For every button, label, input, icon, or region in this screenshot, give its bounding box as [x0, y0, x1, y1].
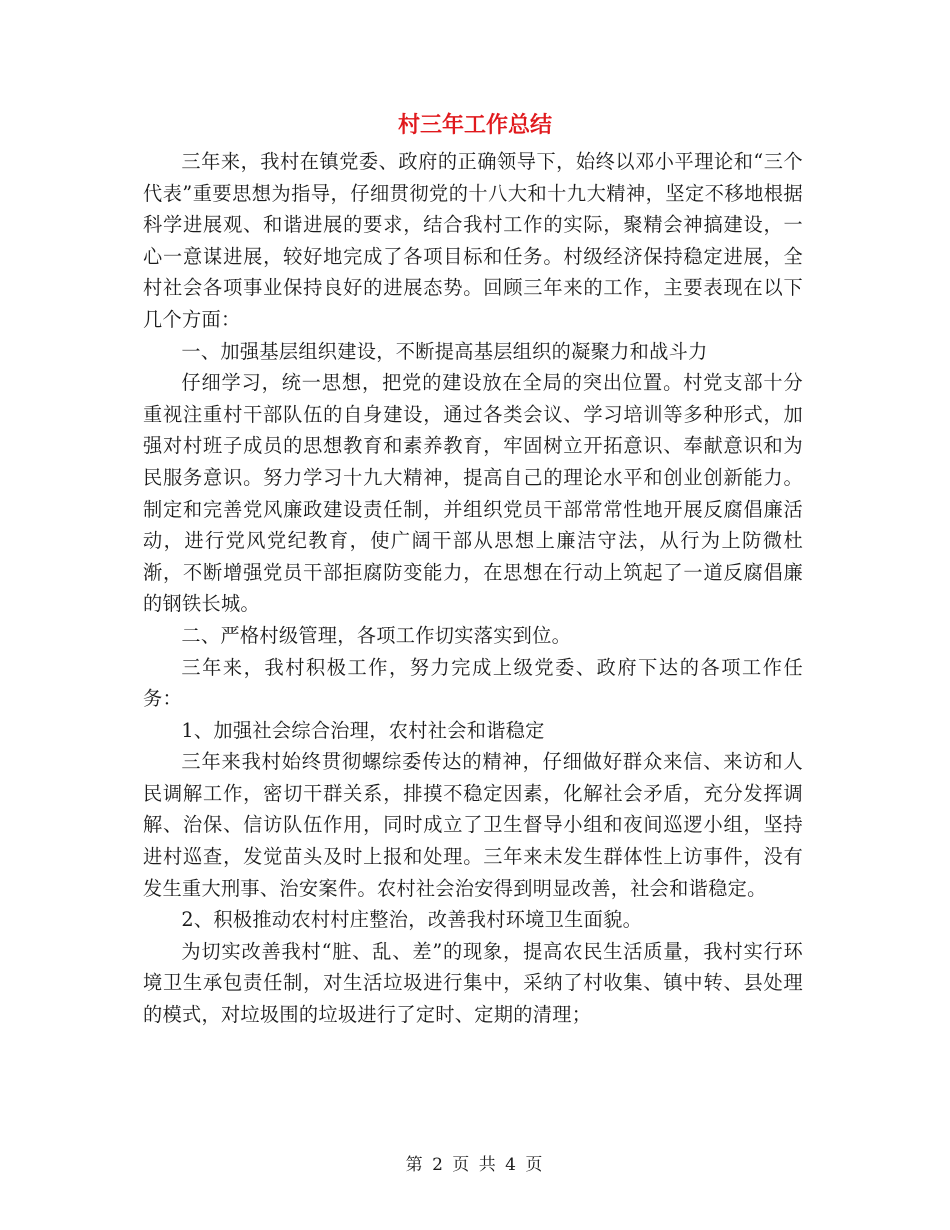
paragraph-intro: 三年来，我村在镇党委、政府的正确领导下，始终以邓小平理论和“三个代表”重要思想为指导，仔细贯彻党的十八大和十九大精神，坚定不移地根据科学进展观、和谐进展的要求，结合我村工作的实际，聚精会神搞建设，一心一意谋进展，较好地完成了各项目标和任务。村级经济保持稳定进展，全村社会各项事业保持良好的进展态势。回顾三年来的工作，主要表现在以下几个方面：: [143, 150, 803, 331]
paragraph-party-building: 仔细学习，统一思想，把党的建设放在全局的突出位置。村党支部十分重视注重村干部队伍的自身建设，通过各类会议、学习培训等多种形式，加强对村班子成员的思想教育和素养教育，牢固树立开拓意识、奉献意识和为民服务意识。努力学习十九大精神，提高自己的理论水平和创业创新能力。制定和完善党风廉政建设责任制，并组织党员干部常常性地开展反腐倡廉活动，进行党风党纪教育，使广阔干部从思想上廉洁守法，从行为上防微杜渐，不断增强党员干部拒腐防变能力，在思想在行动上筑起了一道反腐倡廉的钢铁长城。: [143, 371, 803, 616]
page-footer: 第 2 页 共 4 页: [405, 1155, 545, 1175]
paragraph-social-governance: 三年来我村始终贯彻螺综委传达的精神，仔细做好群众来信、来访和人民调解工作，密切干群关系，排摸不稳定因素，化解社会矛盾，充分发挥调解、治保、信访队伍作用，同时成立了卫生督导小组和夜间巡逻小组，坚持进村巡查，发觉苗头及时上报和处理。三年来未发生群体性上访事件，没有发生重大刑事、治安案件。农村社会治安得到明显改善，社会和谐稳定。: [143, 750, 803, 900]
paragraph-sanitation: 为切实改善我村“脏、乱、差”的现象，提高农民生活质量，我村实行环境卫生承包责任制，对生活垃圾进行集中，采纳了村收集、镇中转、县处理的模式，对垃圾围的垃圾进行了定时、定期的清理；: [143, 939, 803, 1027]
subheading-1: 1、加强社会综合治理，农村社会和谐稳定: [181, 718, 545, 742]
heading-section-1: 一、加强基层组织建设，不断提高基层组织的凝聚力和战斗力: [181, 339, 708, 363]
heading-section-2: 二、严格村级管理，各项工作切实落实到位。: [181, 623, 572, 647]
subheading-2: 2、积极推动农村村庄整治，改善我村环境卫生面貌。: [181, 908, 643, 932]
document-title: 村三年工作总结: [397, 113, 552, 138]
paragraph-tasks: 三年来，我村积极工作，努力完成上级党委、政府下达的各项工作任务：: [143, 655, 803, 711]
document-body: [143, 146, 803, 1031]
